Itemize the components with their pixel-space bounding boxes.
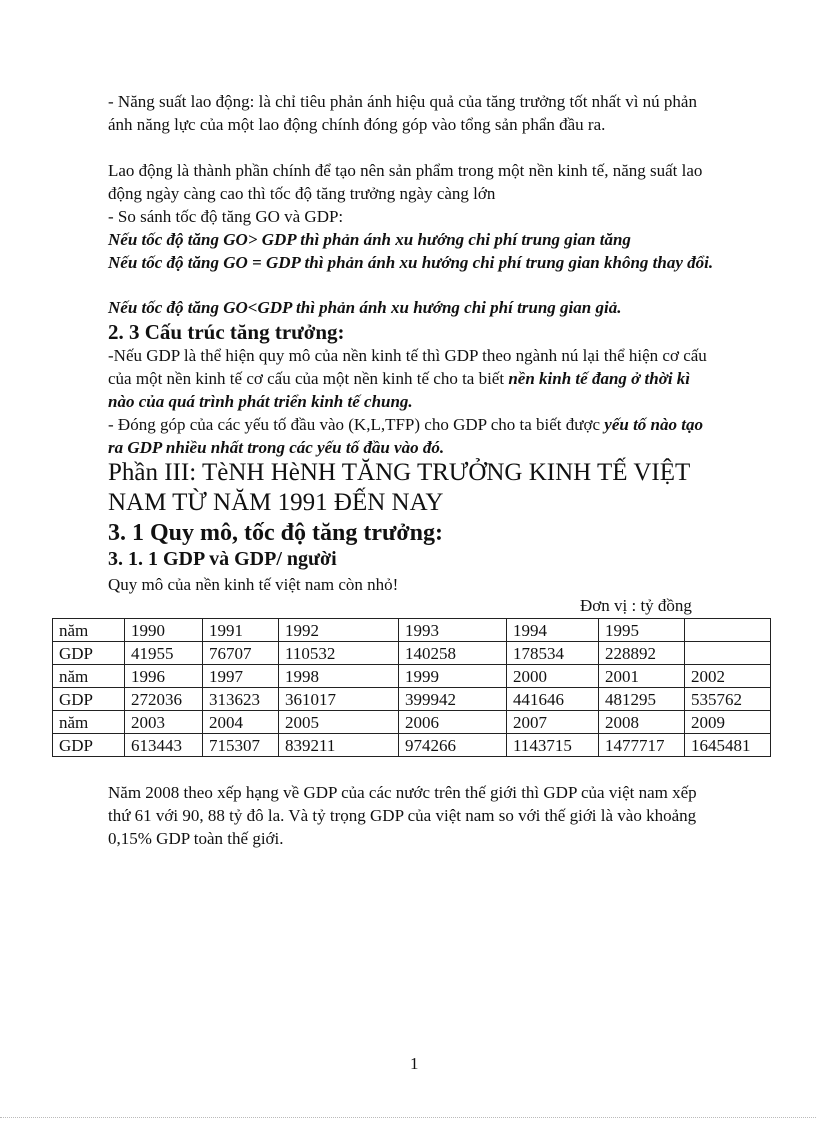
paragraph-compare-go-gdp: - So sánh tốc độ tăng GO và GDP: [108, 207, 344, 226]
paragraph-go-equal: Nếu tốc độ tăng GO = GDP thì phản ánh xu hướng chi phí trung gian không thay đổi. [108, 253, 714, 272]
table-cell: 613443 [125, 734, 203, 757]
table-unit-label: Đơn vị : tỷ đồng [580, 596, 692, 615]
table-cell: 1996 [125, 665, 203, 688]
part-three-heading: Phần III: TèNH HèNH TĂNG TRƯỞNG KINH TẾ VIỆT NAM TỪ NĂM 1991 ĐẾN NAY [108, 459, 690, 516]
table-cell: 1994 [507, 619, 599, 642]
paragraph-go-less: Nếu tốc độ tăng GO<GDP thì phản ánh xu hướng chi phí trung gian giả. [108, 298, 622, 317]
table-cell: 399942 [399, 688, 507, 711]
table-cell: 1992 [279, 619, 399, 642]
paragraph-economy-small: Quy mô của nền kinh tế việt nam còn nhỏ! [108, 575, 399, 594]
table-cell: 76707 [203, 642, 279, 665]
table-cell: 839211 [279, 734, 399, 757]
table-row [53, 688, 771, 711]
table-cell: 1998 [279, 665, 399, 688]
heading-gdp-per-capita: 3. 1. 1 GDP và GDP/ người [108, 548, 337, 570]
table-cell: 2000 [507, 665, 599, 688]
table-cell: 2006 [399, 711, 507, 734]
table-cell: 41955 [125, 642, 203, 665]
table-cell: 1477717 [599, 734, 685, 757]
table-cell: 2002 [685, 665, 771, 688]
text-gdp-structure: -Nếu GDP là thể hiện quy mô của nền kinh tế thì GDP theo ngành nú lại thể hiện cơ cấu của một nền kinh tế cơ cấu của một nền kinh tế cho ta biết [108, 346, 707, 388]
table-cell: 535762 [685, 688, 771, 711]
table-cell: 1999 [399, 665, 507, 688]
table-cell: 2003 [125, 711, 203, 734]
table-cell [685, 619, 771, 642]
table-row [53, 711, 771, 734]
table-cell: 1991 [203, 619, 279, 642]
table-row [53, 642, 771, 665]
table-cell: 441646 [507, 688, 599, 711]
paragraph-labor-role: Lao động là thành phần chính để tạo nên sản phẩm trong một nền kinh tế, năng suất lao động ngày càng cao thì tốc độ tăng trưởng ngày càng lớn [108, 161, 703, 203]
table-cell: 140258 [399, 642, 507, 665]
heading-growth-structure: 2. 3 Cấu trúc tăng trưởng: [108, 320, 345, 344]
page-bottom-divider [0, 1117, 816, 1118]
table-cell: 715307 [203, 734, 279, 757]
table-cell: 1990 [125, 619, 203, 642]
table-row-header: GDP [53, 688, 125, 711]
table-cell: 1997 [203, 665, 279, 688]
paragraph-gdp-ranking: Năm 2008 theo xếp hạng về GDP của các nước trên thế giới thì GDP của việt nam xếp thứ 61 với 90, 88 tỷ đô la. Và tỷ trọng GDP của việt nam so với thế giới là vào khoảng 0,15% GDP toàn thế giới. [108, 783, 697, 848]
table-cell: 110532 [279, 642, 399, 665]
table-row [53, 665, 771, 688]
table-cell: 2009 [685, 711, 771, 734]
table-cell: 313623 [203, 688, 279, 711]
table-row [53, 734, 771, 757]
table-cell: 2004 [203, 711, 279, 734]
table-row-header: năm [53, 711, 125, 734]
table-row-header: năm [53, 665, 125, 688]
table-cell: 178534 [507, 642, 599, 665]
text-gdp-structure-emphasis: nền kinh tế đang ở thời kì nào của quá trình phát triển kinh tế chung. [108, 369, 691, 411]
paragraph-go-greater: Nếu tốc độ tăng GO> GDP thì phản ánh xu hướng chi phí trung gian tăng [108, 230, 631, 249]
table-cell: 481295 [599, 688, 685, 711]
table-cell: 974266 [399, 734, 507, 757]
table-cell: 272036 [125, 688, 203, 711]
table-cell: 228892 [599, 642, 685, 665]
paragraph-input-contribution [108, 413, 718, 459]
table-cell: 2008 [599, 711, 685, 734]
table-cell: 1645481 [685, 734, 771, 757]
text-input-contribution: - Đóng góp của các yếu tố đầu vào (K,L,TFP) cho GDP cho ta biết được [108, 415, 605, 434]
table-cell: 2001 [599, 665, 685, 688]
table-cell: 1993 [399, 619, 507, 642]
gdp-table [52, 618, 771, 757]
table-cell: 1995 [599, 619, 685, 642]
page-number: 1 [410, 1054, 419, 1073]
table-cell [685, 642, 771, 665]
text-input-contribution-emphasis: yếu tố nào tạo ra GDP nhiều nhất trong các yếu tố đầu vào đó. [108, 415, 703, 457]
table-cell: 361017 [279, 688, 399, 711]
table-cell: 2007 [507, 711, 599, 734]
table-cell: 1143715 [507, 734, 599, 757]
table-row [53, 619, 771, 642]
table-row-header: GDP [53, 642, 125, 665]
table-row-header: GDP [53, 734, 125, 757]
heading-scale-growth: 3. 1 Quy mô, tốc độ tăng trưởng: [108, 520, 444, 546]
paragraph-gdp-structure [108, 344, 718, 413]
table-row-header: năm [53, 619, 125, 642]
table-cell: 2005 [279, 711, 399, 734]
paragraph-labor-productivity: - Năng suất lao động: là chỉ tiêu phản ánh hiệu quả của tăng trưởng tốt nhất vì nú phản ánh năng lực của một lao động chính đóng góp vào tổng sản phẩn đầu ra. [108, 92, 697, 134]
